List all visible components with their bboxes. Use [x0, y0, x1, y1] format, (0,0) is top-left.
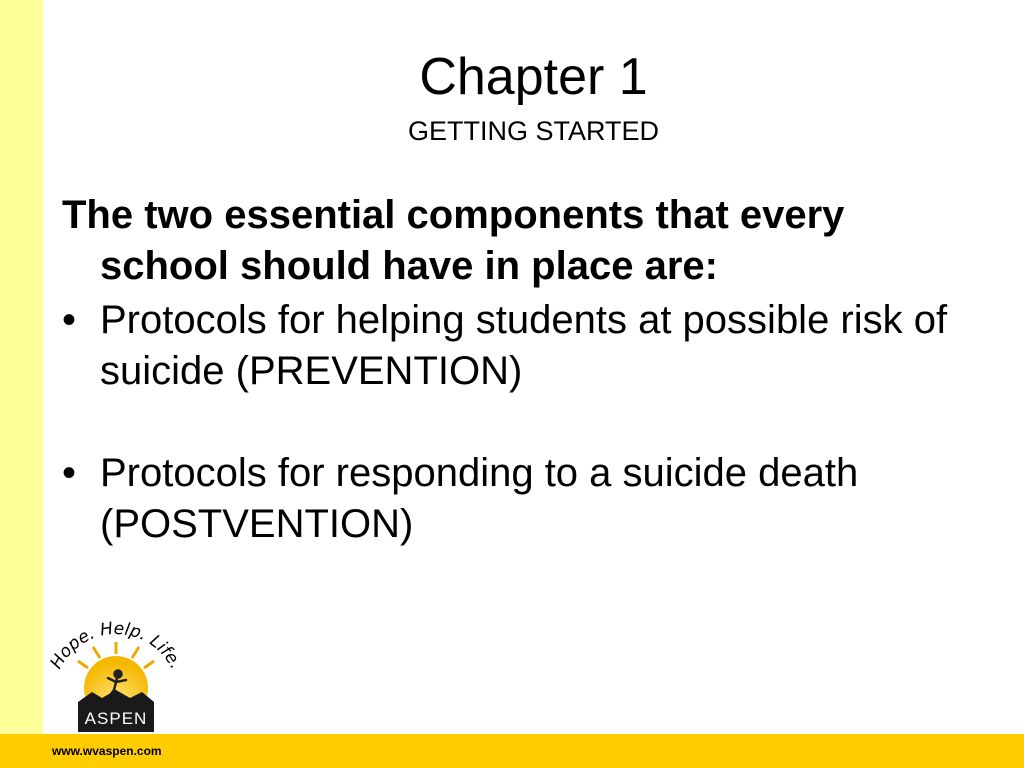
bullet-dot-icon: • [62, 298, 77, 342]
slide-subtitle: GETTING STARTED [407, 116, 659, 146]
bullet-postvention [62, 448, 982, 550]
slide-body [62, 190, 982, 550]
footer-url: www.wvaspen.com [52, 744, 162, 758]
bullet-dot-icon: • [62, 451, 77, 495]
aspen-logo [40, 604, 190, 736]
bullet-text: Protocols for responding to a suicide death (POSTVENTION) [100, 451, 859, 546]
intro-text: The two essential components that every school should have in place are: [62, 193, 845, 288]
svg-text:ASPEN: ASPEN [84, 709, 148, 728]
bullet-text: Protocols for helping students at possible risk of suicide (PREVENTION) [100, 298, 948, 393]
slide-title: Chapter 1 [419, 48, 648, 106]
left-accent-band [0, 0, 43, 768]
bullet-prevention [62, 295, 982, 397]
svg-text:Hope. Help. Life.: Hope. Help. Life. [46, 618, 186, 673]
